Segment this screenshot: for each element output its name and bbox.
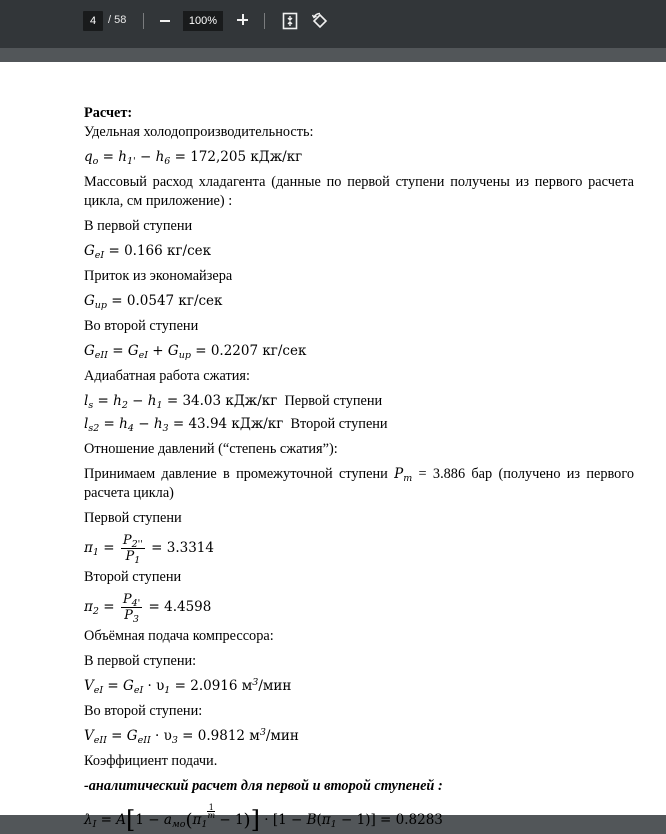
text-paragraph: Массовый расход хладагента (данные по первой ступени получены из первого расчета цикла, см приложение) :: [84, 174, 634, 209]
page-number-input[interactable]: 4: [83, 11, 103, 31]
zoom-in-icon[interactable]: [237, 14, 248, 25]
section-heading: Расчет:: [84, 105, 133, 121]
formula-pi1: $\pi_1$ = $\frac{P_{2''}}{P_1}$ = 3.3314: [84, 533, 214, 566]
text-line: В первой ступени:: [84, 653, 197, 669]
formula-VeII: $V_{eII} = G_{eII} \cdot \upsilon_3 = 0.9812$ $м^3$/мин: [84, 727, 299, 746]
text-line: Во второй ступени: [84, 318, 199, 334]
toolbar-divider: [143, 13, 144, 29]
text-line: Второй ступени: [84, 569, 182, 585]
subheading: -аналитический расчет для первой и второй ступеней :: [84, 778, 443, 794]
text-line: Коэффициент подачи.: [84, 753, 218, 769]
formula-lambda: $\lambda_I = A[1 - a_{мо}(\pi_1$ $\frac{1}{m}$ − $1)] \cdot [1 - B(\pi_1 - 1)] = 0.8283$: [84, 803, 443, 834]
text-line: Во второй ступени:: [84, 703, 203, 719]
zoom-out-icon[interactable]: [160, 20, 170, 22]
pdf-page: [0, 62, 666, 834]
formula-ls2: $l_{s2} = h_4 - h_3 = 43.94$ кДж/кг Второй ступени: [84, 416, 388, 434]
formula-GeI: $G_{eI} = 0.166$ кг/сек: [84, 243, 212, 261]
text-paragraph: Принимаем давление в промежуточной ступени $P_т = 3.886$ бар (получено из первого расчета цикла): [84, 466, 634, 501]
text-line: В первой ступени: [84, 218, 193, 234]
text-line: Адиабатная работа сжатия:: [84, 368, 250, 384]
text-line: Отношение давлений (“степень сжатия”):: [84, 441, 338, 457]
formula-ls: $l_s = h_2 - h_1 = 34.03$ кДж/кг Первой ступени: [84, 393, 383, 411]
pdf-toolbar: [0, 0, 666, 48]
rotate-icon[interactable]: [311, 12, 329, 30]
page-total: / 58: [108, 14, 127, 26]
fit-page-icon[interactable]: [281, 12, 299, 30]
toolbar-divider: [264, 13, 265, 29]
page-content: [84, 104, 634, 834]
formula-pi2: $\pi_2$ = $\frac{P_{4'}}{P_3}$ = 4.4598: [84, 592, 212, 625]
formula-Gup: $G_{up} = 0.0547$ кг/сек: [84, 293, 223, 311]
formula-VeI: $V_{eI} = G_{eI} \cdot \upsilon_1 = 2.0916$ $м^3$/мин: [84, 677, 292, 696]
zoom-level-input[interactable]: 100%: [183, 11, 223, 31]
formula-GeII: $G_{eII} = G_{eI} + G_{up} = 0.2207$ кг/сек: [84, 343, 307, 361]
text-line: Удельная холодопроизводительность:: [84, 124, 314, 140]
text-line: Приток из экономайзера: [84, 268, 233, 284]
formula-q0: $q_o = h_{1'} - h_6 = 172,205$ кДж/кг: [84, 149, 303, 167]
text-line: Объёмная подача компрессора:: [84, 628, 274, 644]
text-line: Первой ступени: [84, 510, 182, 526]
